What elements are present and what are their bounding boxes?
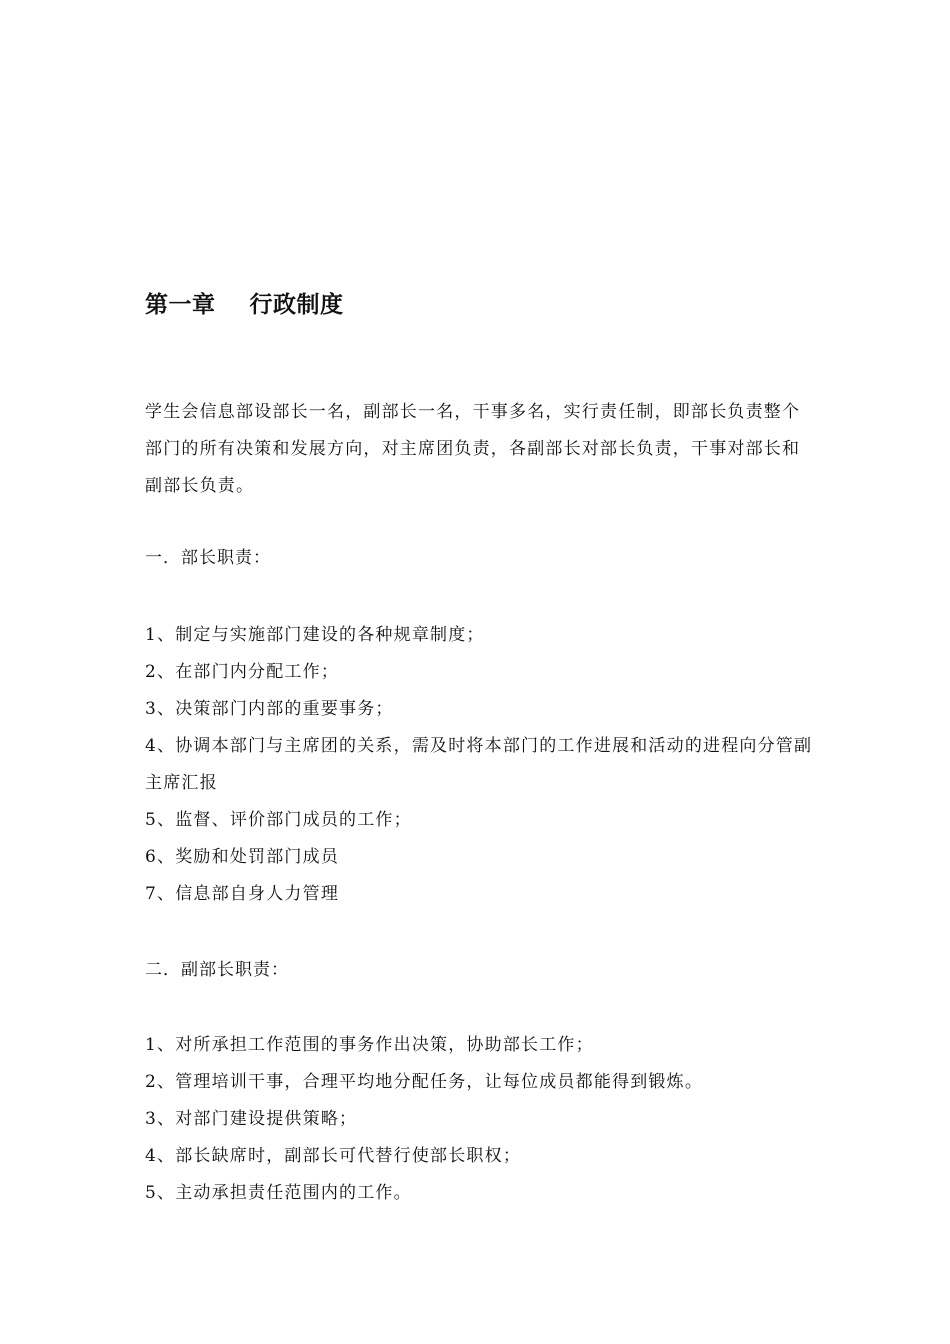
- chapter-title: 第一章 行政制度: [145, 292, 344, 318]
- section-heading-minister-duties: 一．部长职责：: [145, 548, 271, 568]
- list-item: 2、管理培训干事，合理平均地分配任务，让每位成员都能得到锻炼。: [145, 1072, 704, 1092]
- vice-minister-duties-list: [145, 1027, 813, 1212]
- list-item: 6、奖励和处罚部门成员: [145, 847, 340, 867]
- list-item: 5、主动承担责任范围内的工作。: [145, 1183, 412, 1203]
- list-item: 4、部长缺席时，副部长可代替行使部长职权；: [145, 1146, 522, 1166]
- list-item: 1、对所承担工作范围的事务作出决策，协助部长工作；: [145, 1035, 594, 1055]
- list-item: 4、协调本部门与主席团的关系，需及时将本部门的工作进展和活动的进程向分管副主席汇报: [145, 736, 813, 793]
- list-item: 5、监督、评价部门成员的工作；: [145, 810, 412, 830]
- list-item: 7、信息部自身人力管理: [145, 884, 340, 904]
- list-item: 3、决策部门内部的重要事务；: [145, 699, 394, 719]
- intro-paragraph: 学生会信息部设部长一名，副部长一名，干事多名，实行责任制，即部长负责整个部门的所有决策和发展方向，对主席团负责，各副部长对部长负责，干事对部长和副部长负责。: [145, 402, 801, 496]
- list-item: 3、对部门建设提供策略；: [145, 1109, 358, 1129]
- section-heading-vice-minister-duties: 二．副部长职责：: [145, 960, 289, 980]
- list-item: 2、在部门内分配工作；: [145, 662, 340, 682]
- minister-duties-list: [145, 617, 813, 913]
- list-item: 1、制定与实施部门建设的各种规章制度；: [145, 625, 485, 645]
